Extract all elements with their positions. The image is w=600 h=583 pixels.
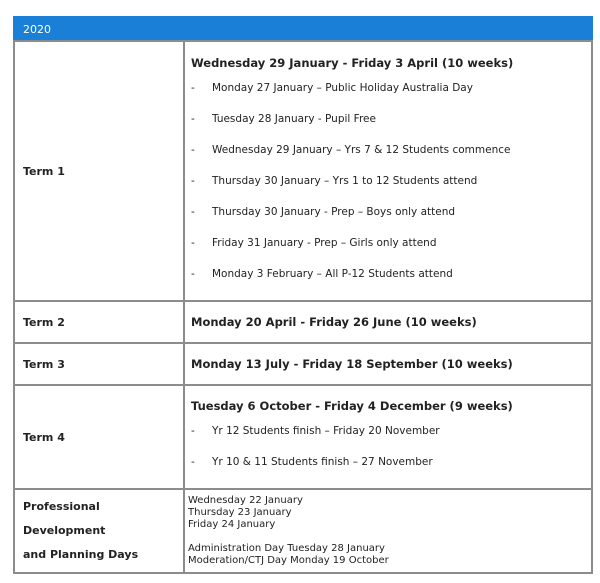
list-item (191, 104, 585, 135)
dash-bullet: - (191, 205, 195, 218)
list-item (191, 416, 585, 447)
term-dates-heading: Monday 13 July - Friday 18 September (10 weeks) (191, 357, 513, 371)
pd-row (14, 489, 592, 573)
list-item (191, 259, 585, 290)
term-dates-heading: Monday 20 April - Friday 26 June (10 weeks) (191, 315, 477, 329)
pd-day: Wednesday 22 January (188, 495, 303, 506)
term-label: Term 4 (14, 385, 184, 489)
dash-bullet: - (191, 456, 195, 468)
list-item-text: Thursday 30 January – Yrs 1 to 12 Students attend (212, 174, 478, 187)
term-content (184, 301, 592, 343)
pd-day: Thursday 23 January (188, 507, 292, 518)
term-label: Term 1 (14, 41, 184, 301)
term-dates-heading: Wednesday 29 January - Friday 3 April (10 weeks) (191, 55, 514, 70)
list-item-text: Tuesday 28 January - Pupil Free (212, 112, 376, 125)
dash-bullet: - (191, 143, 195, 156)
year-header-row (14, 17, 592, 41)
dash-bullet: - (191, 81, 195, 94)
list-item (191, 73, 585, 104)
term-dates-heading: Tuesday 6 October - Friday 4 December (9 weeks) (191, 399, 513, 413)
term-dates-table (13, 16, 593, 574)
pd-content (184, 489, 592, 573)
list-item (191, 135, 585, 166)
term-row (14, 41, 592, 301)
list-item-text: Yr 12 Students finish – Friday 20 November (212, 425, 440, 437)
list-item-text: Monday 27 January – Public Holiday Australia Day (212, 81, 473, 94)
term-label: Term 3 (14, 343, 184, 385)
list-item (191, 228, 585, 259)
term-content (184, 385, 592, 489)
term-row (14, 385, 592, 489)
list-item (191, 447, 585, 478)
pd-extra-day: Administration Day Tuesday 28 January (188, 543, 385, 554)
list-item (191, 166, 585, 197)
year-header: 2020 (14, 17, 592, 41)
term-content (184, 41, 592, 301)
list-item-text: Wednesday 29 January – Yrs 7 & 12 Students commence (212, 143, 511, 156)
list-item-text: Friday 31 January - Prep – Girls only attend (212, 236, 437, 249)
list-item-text: Yr 10 & 11 Students finish – 27 November (212, 456, 433, 468)
pd-extra-day: Moderation/CTJ Day Monday 19 October (188, 555, 389, 566)
dash-bullet: - (191, 112, 195, 125)
term-row (14, 343, 592, 385)
dash-bullet: - (191, 236, 195, 249)
pd-label-line: Professional Development (23, 500, 106, 537)
pd-day: Friday 24 January (188, 519, 276, 530)
list-item-text: Monday 3 February – All P-12 Students attend (212, 267, 453, 280)
term-label: Term 2 (14, 301, 184, 343)
term-content (184, 343, 592, 385)
pd-label-line: and Planning Days (23, 548, 139, 561)
list-item-text: Thursday 30 January - Prep – Boys only attend (212, 205, 456, 218)
list-item (191, 197, 585, 228)
dash-bullet: - (191, 267, 195, 280)
dash-bullet: - (191, 425, 195, 437)
pd-label (14, 489, 184, 573)
dash-bullet: - (191, 174, 195, 187)
term-row (14, 301, 592, 343)
spacer (188, 531, 588, 543)
